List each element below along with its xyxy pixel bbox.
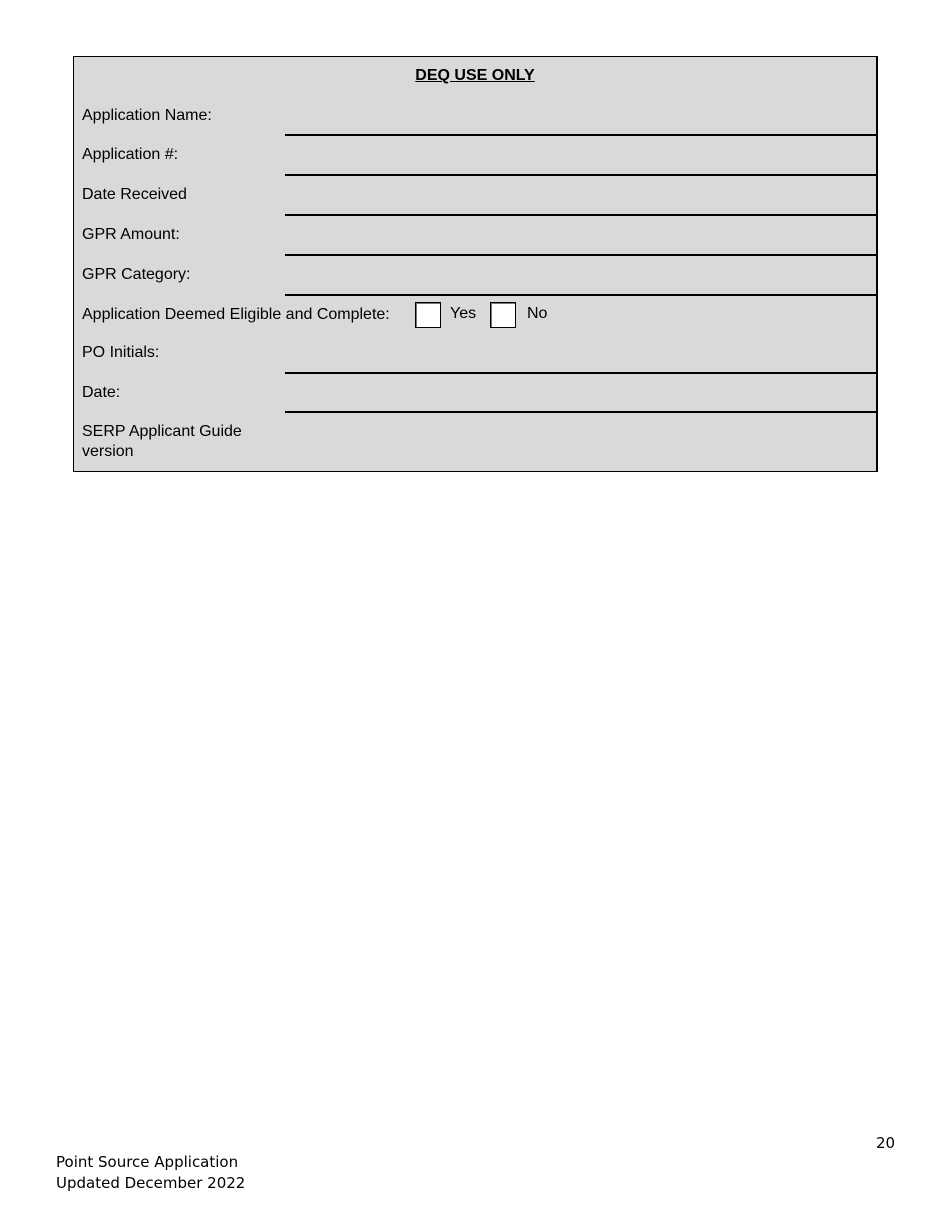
deq-use-only-form (73, 56, 878, 472)
gpr-category-label: GPR Category: (82, 266, 191, 283)
application-name-field[interactable] (285, 134, 878, 136)
yes-checkbox[interactable] (415, 302, 441, 328)
date-field[interactable] (285, 411, 878, 413)
application-number-field[interactable] (285, 174, 878, 176)
footer-doc-name: Point Source Application (56, 1153, 239, 1171)
date-label: Date: (82, 384, 121, 401)
gpr-category-field[interactable] (285, 294, 878, 296)
eligible-label: Application Deemed Eligible and Complete: (82, 306, 390, 323)
application-number-label: Application #: (82, 146, 179, 163)
date-received-label: Date Received (82, 186, 187, 203)
application-name-label: Application Name: (82, 107, 212, 124)
date-received-field[interactable] (285, 214, 878, 216)
form-title: DEQ USE ONLY (415, 67, 535, 84)
gpr-amount-label: GPR Amount: (82, 226, 180, 243)
po-initials-label: PO Initials: (82, 344, 160, 361)
page-number: 20 (876, 1134, 896, 1152)
po-initials-field[interactable] (285, 372, 878, 374)
no-label: No (527, 305, 548, 322)
serp-version-label: SERP Applicant Guide version (82, 423, 242, 460)
no-checkbox[interactable] (490, 302, 516, 328)
gpr-amount-field[interactable] (285, 254, 878, 256)
footer-updated: Updated December 2022 (56, 1174, 246, 1192)
yes-label: Yes (450, 305, 477, 322)
